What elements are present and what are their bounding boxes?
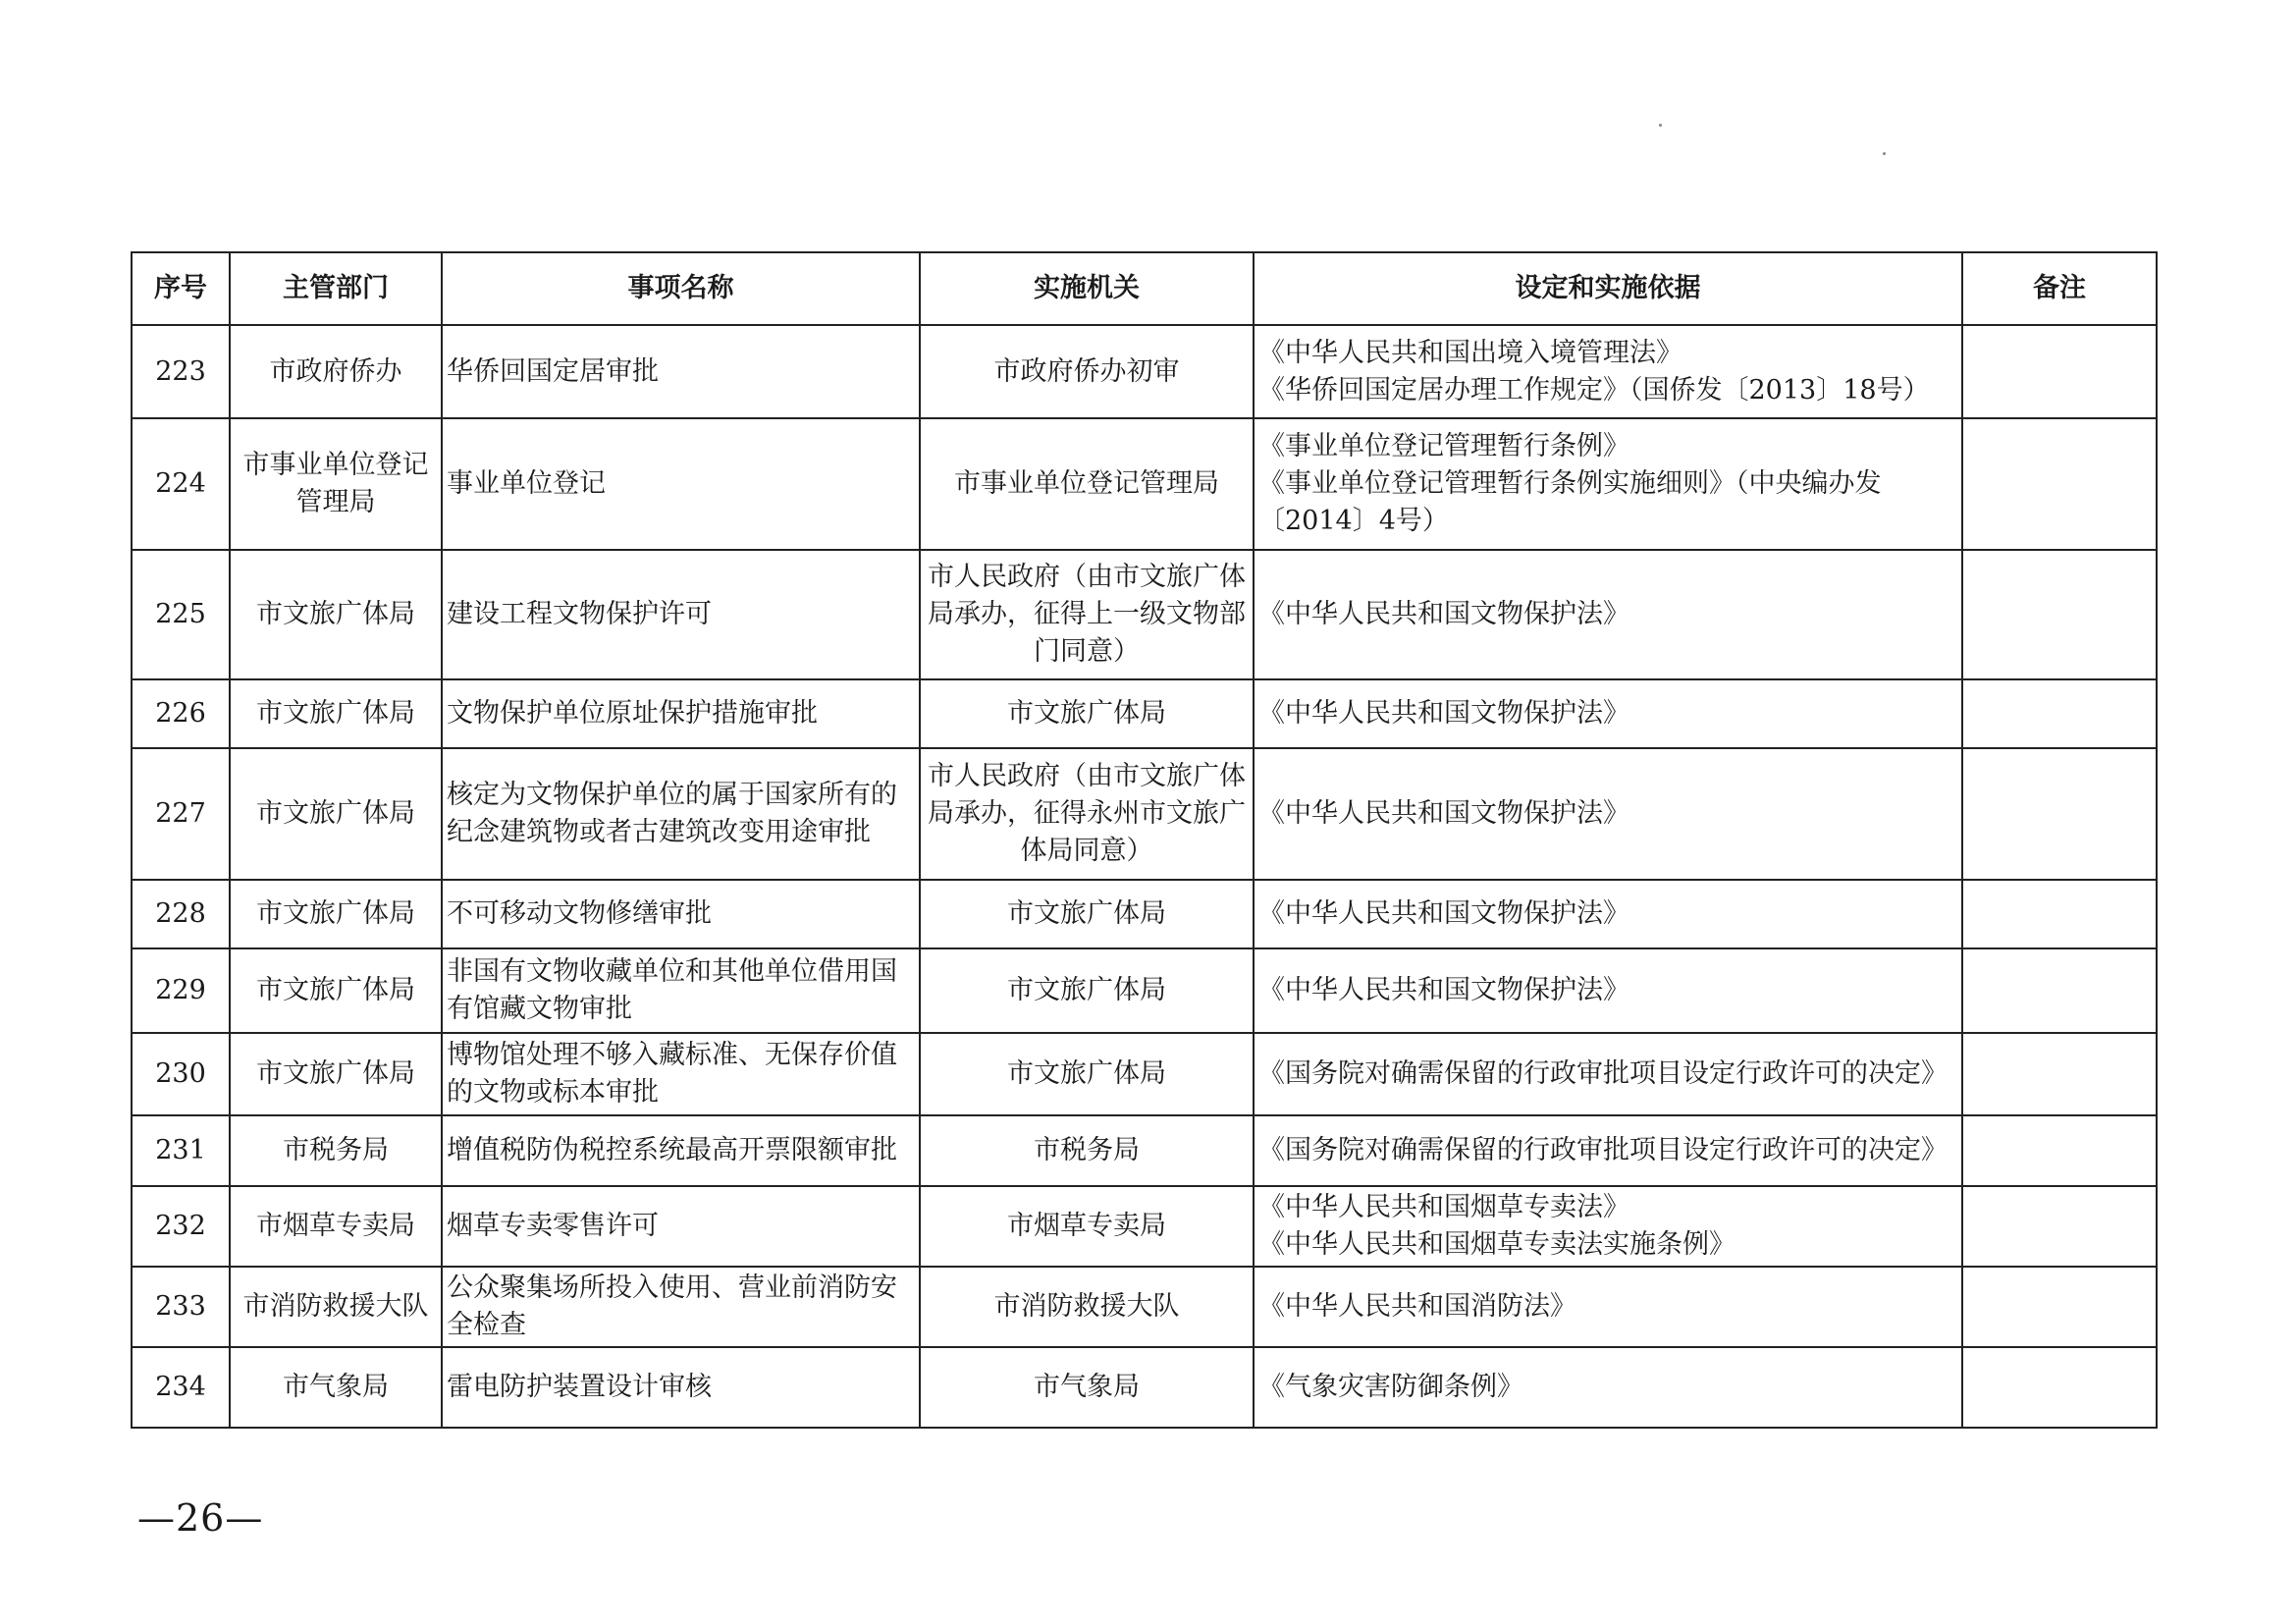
table-row	[132, 418, 2157, 550]
cell-name: 不可移动文物修缮审批	[442, 880, 920, 948]
cell-dept: 市消防救援大队	[230, 1267, 442, 1347]
cell-basis	[1254, 325, 1962, 418]
cell-no: 233	[132, 1267, 230, 1347]
cell-remark	[1962, 880, 2157, 948]
cell-name: 建设工程文物保护许可	[442, 550, 920, 679]
cell-remark	[1962, 748, 2157, 880]
basis-line: 《事业单位登记管理暂行条例》	[1258, 431, 1629, 461]
cell-agency: 市税务局	[920, 1115, 1254, 1186]
cell-no: 234	[132, 1347, 230, 1428]
basis-line: 《中华人民共和国文物保护法》	[1258, 798, 1629, 829]
cell-agency: 市政府侨办初审	[920, 325, 1254, 418]
cell-basis	[1254, 748, 1962, 880]
cell-name: 事业单位登记	[442, 418, 920, 550]
cell-dept: 市文旅广体局	[230, 748, 442, 880]
cell-name: 烟草专卖零售许可	[442, 1186, 920, 1267]
cell-dept: 市气象局	[230, 1347, 442, 1428]
cell-remark	[1962, 418, 2157, 550]
table-row	[132, 1347, 2157, 1428]
cell-name: 增值税防伪税控系统最高开票限额审批	[442, 1115, 920, 1186]
table-row	[132, 1033, 2157, 1115]
cell-remark	[1962, 1186, 2157, 1267]
header-remark: 备注	[1962, 252, 2157, 325]
table-row	[132, 1186, 2157, 1267]
basis-line: 《国务院对确需保留的行政审批项目设定行政许可的决定》	[1258, 1135, 1948, 1165]
cell-name: 核定为文物保护单位的属于国家所有的纪念建筑物或者古建筑改变用途审批	[442, 748, 920, 880]
basis-line: 《中华人民共和国文物保护法》	[1258, 898, 1629, 929]
cell-remark	[1962, 1347, 2157, 1428]
cell-basis	[1254, 1115, 1962, 1186]
cell-remark	[1962, 1033, 2157, 1115]
table-row	[132, 1267, 2157, 1347]
cell-remark	[1962, 679, 2157, 748]
cell-basis	[1254, 1267, 1962, 1347]
scan-speck	[1659, 124, 1662, 127]
cell-no: 227	[132, 748, 230, 880]
cell-agency: 市文旅广体局	[920, 1033, 1254, 1115]
cell-no: 232	[132, 1186, 230, 1267]
table-row	[132, 748, 2157, 880]
cell-name: 文物保护单位原址保护措施审批	[442, 679, 920, 748]
basis-line: 《中华人民共和国文物保护法》	[1258, 975, 1629, 1005]
cell-agency: 市人民政府（由市文旅广体局承办，征得上一级文物部门同意）	[920, 550, 1254, 679]
cell-name: 雷电防护装置设计审核	[442, 1347, 920, 1428]
basis-line: 《气象灾害防御条例》	[1258, 1372, 1523, 1402]
cell-no: 225	[132, 550, 230, 679]
cell-dept: 市文旅广体局	[230, 948, 442, 1033]
cell-agency: 市消防救援大队	[920, 1267, 1254, 1347]
cell-name: 华侨回国定居审批	[442, 325, 920, 418]
cell-basis	[1254, 948, 1962, 1033]
cell-name: 博物馆处理不够入藏标准、无保存价值的文物或标本审批	[442, 1033, 920, 1115]
cell-dept: 市政府侨办	[230, 325, 442, 418]
cell-basis	[1254, 418, 1962, 550]
table-row	[132, 1115, 2157, 1186]
cell-basis	[1254, 550, 1962, 679]
scan-speck	[1883, 152, 1886, 155]
cell-agency: 市文旅广体局	[920, 948, 1254, 1033]
page-number: —26—	[137, 1496, 264, 1540]
cell-name: 公众聚集场所投入使用、营业前消防安全检查	[442, 1267, 920, 1347]
header-name: 事项名称	[442, 252, 920, 325]
cell-dept: 市文旅广体局	[230, 550, 442, 679]
basis-line: 《中华人民共和国文物保护法》	[1258, 599, 1629, 629]
basis-line: 《中华人民共和国出境入境管理法》	[1258, 337, 1682, 368]
cell-remark	[1962, 550, 2157, 679]
cell-agency: 市人民政府（由市文旅广体局承办，征得永州市文旅广体局同意）	[920, 748, 1254, 880]
basis-line: 《国务院对确需保留的行政审批项目设定行政许可的决定》	[1258, 1058, 1948, 1089]
approval-items-table	[131, 251, 2158, 1429]
cell-dept: 市文旅广体局	[230, 1033, 442, 1115]
header-dept: 主管部门	[230, 252, 442, 325]
cell-agency: 市文旅广体局	[920, 679, 1254, 748]
cell-dept: 市事业单位登记管理局	[230, 418, 442, 550]
table-row	[132, 550, 2157, 679]
cell-no: 226	[132, 679, 230, 748]
cell-basis	[1254, 1347, 1962, 1428]
table-row	[132, 880, 2157, 948]
cell-basis	[1254, 679, 1962, 748]
cell-no: 231	[132, 1115, 230, 1186]
basis-line: 《华侨回国定居办理工作规定》（国侨发〔2013〕18号）	[1258, 374, 1930, 406]
basis-line: 《中华人民共和国文物保护法》	[1258, 698, 1629, 729]
cell-no: 224	[132, 418, 230, 550]
basis-line: 《中华人民共和国烟草专卖法实施条例》	[1258, 1229, 1735, 1260]
cell-no: 229	[132, 948, 230, 1033]
table-row	[132, 679, 2157, 748]
table-row	[132, 948, 2157, 1033]
cell-remark	[1962, 948, 2157, 1033]
cell-remark	[1962, 1115, 2157, 1186]
header-no: 序号	[132, 252, 230, 325]
cell-dept: 市文旅广体局	[230, 880, 442, 948]
basis-line: 《中华人民共和国烟草专卖法》	[1258, 1192, 1629, 1222]
cell-no: 230	[132, 1033, 230, 1115]
cell-remark	[1962, 325, 2157, 418]
cell-basis	[1254, 880, 1962, 948]
cell-agency: 市气象局	[920, 1347, 1254, 1428]
cell-no: 228	[132, 880, 230, 948]
cell-name: 非国有文物收藏单位和其他单位借用国有馆藏文物审批	[442, 948, 920, 1033]
table-row	[132, 325, 2157, 418]
header-basis: 设定和实施依据	[1254, 252, 1962, 325]
header-agency: 实施机关	[920, 252, 1254, 325]
cell-agency: 市事业单位登记管理局	[920, 418, 1254, 550]
table-header-row	[132, 252, 2157, 325]
cell-basis	[1254, 1033, 1962, 1115]
cell-remark	[1962, 1267, 2157, 1347]
cell-dept: 市烟草专卖局	[230, 1186, 442, 1267]
cell-no: 223	[132, 325, 230, 418]
cell-dept: 市税务局	[230, 1115, 442, 1186]
cell-basis	[1254, 1186, 1962, 1267]
cell-agency: 市文旅广体局	[920, 880, 1254, 948]
basis-line: 《中华人民共和国消防法》	[1258, 1291, 1576, 1322]
cell-agency: 市烟草专卖局	[920, 1186, 1254, 1267]
basis-line: 《事业单位登记管理暂行条例实施细则》（中央编办发〔2014〕4号）	[1258, 468, 1882, 536]
cell-dept: 市文旅广体局	[230, 679, 442, 748]
